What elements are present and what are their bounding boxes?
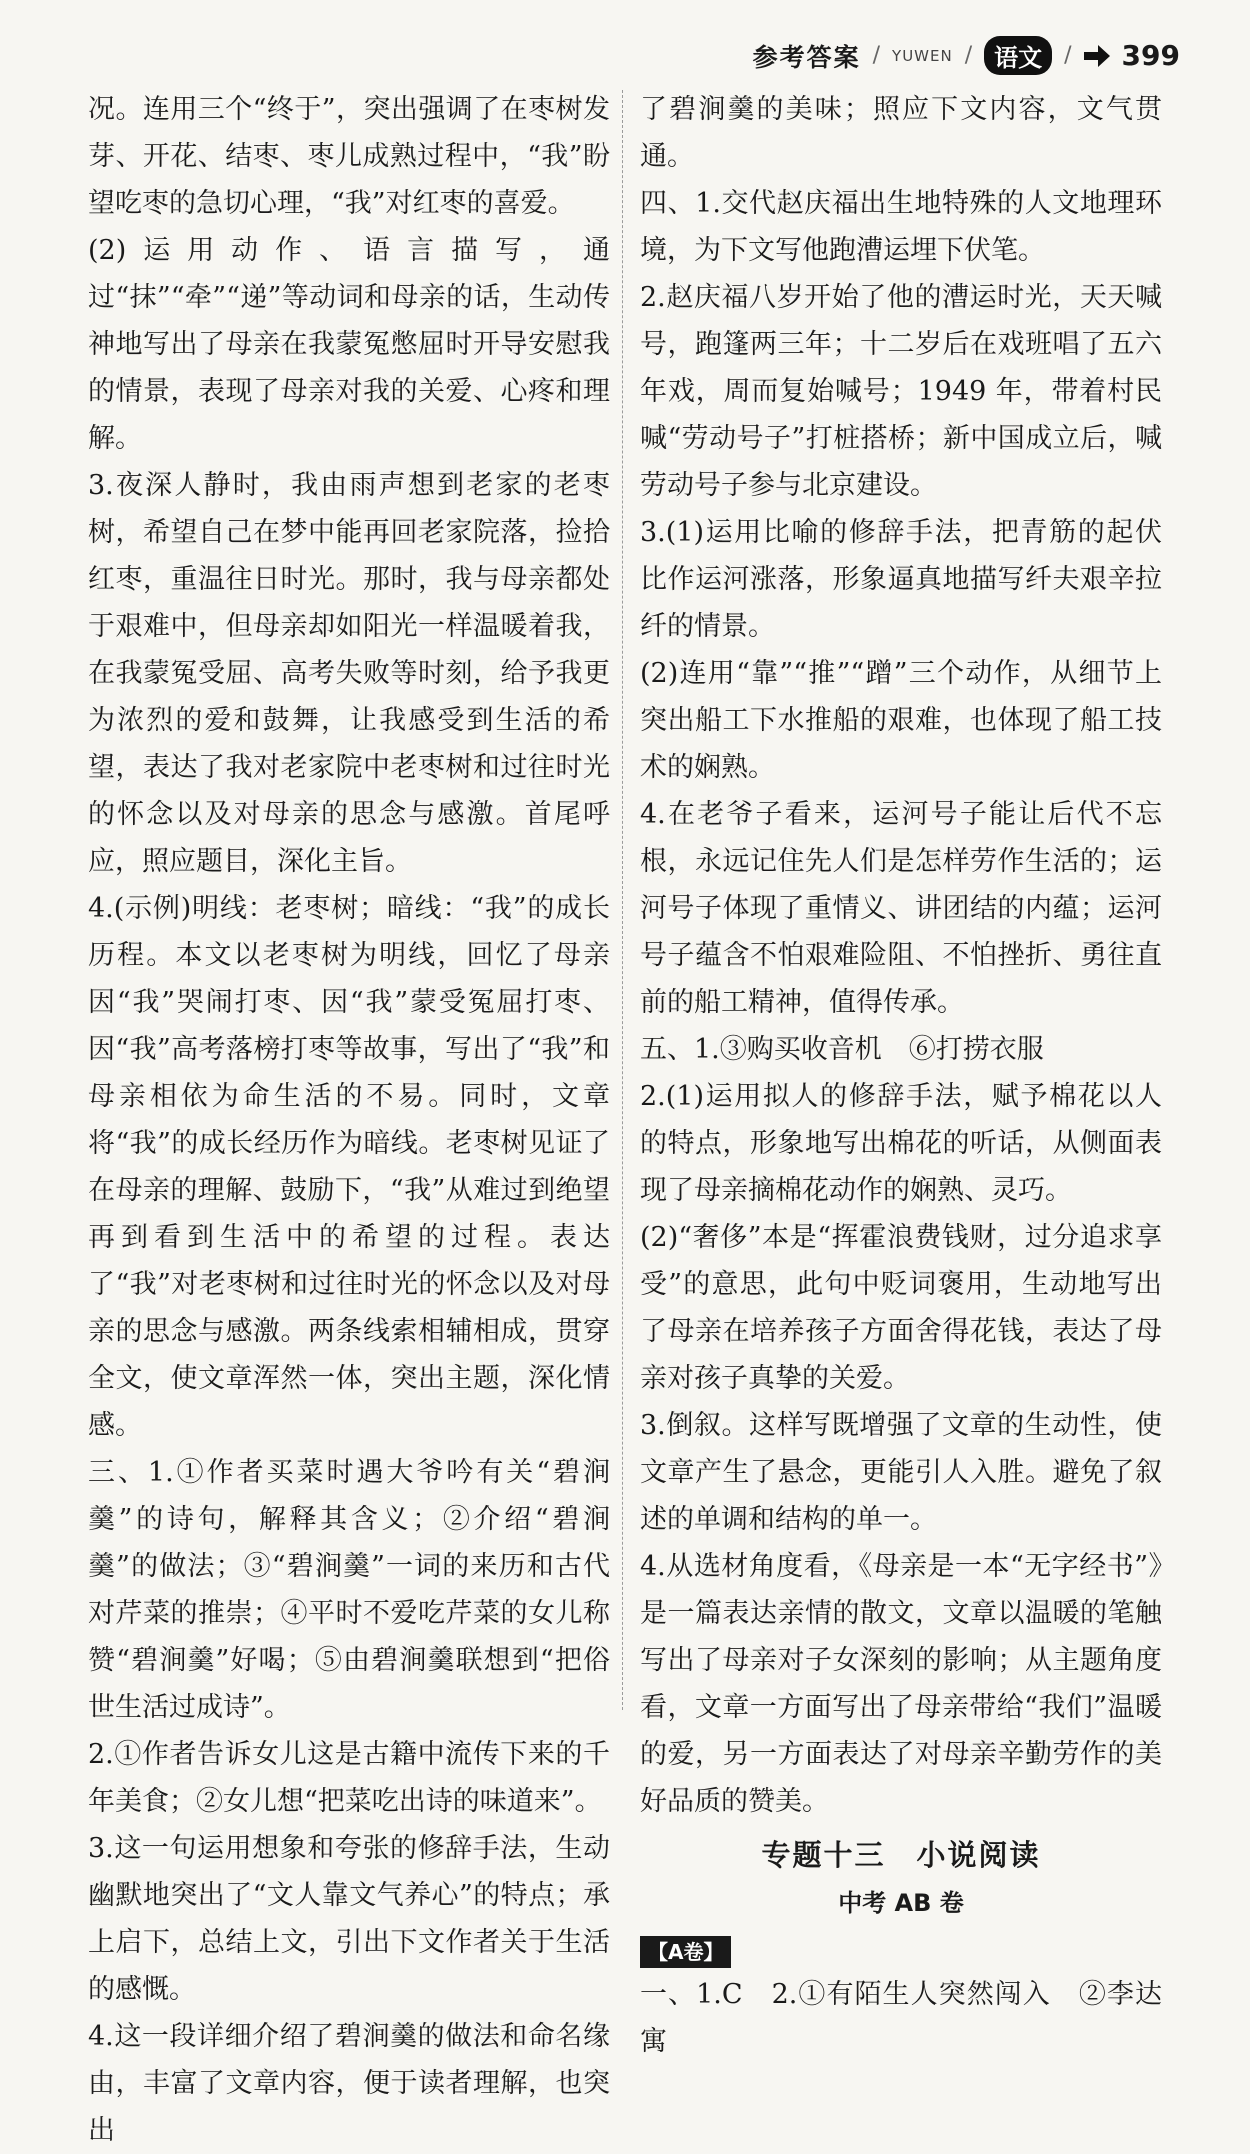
answer-paragraph: 4.(示例)明线：老枣树；暗线：“我”的成长历程。本文以老枣树为明线，回忆了母亲因“我”哭闹打枣、因“我”蒙受冤屈打枣、因“我”高考落榜打枣等故事，写出了“我”和母亲相依为命生活的不易。同时，文章将“我”的成长经历作为暗线。老枣树见证了在母亲的理解、鼓励下，“我”从难过到绝望再到看到生活中的希望的过程。表达了“我”对老枣树和过往时光的怀念以及对母亲的思念与感激。两条线索相辅相成，贯穿全文，使文章浑然一体，突出主题，深化情感。 <box>88 893 610 1441</box>
answer-paragraph: 2.①作者告诉女儿这是古籍中流传下来的千年美食；②女儿想“把菜吃出诗的味道来”。 <box>88 1739 610 1817</box>
answer-paragraph: 3.倒叙。这样写既增强了文章的生动性，使文章产生了悬念，更能引人入胜。避免了叙述的单调和结构的单一。 <box>640 1410 1162 1535</box>
page-header <box>753 36 1180 75</box>
answer-paragraph: 3.夜深人静时，我由雨声想到老家的老枣树，希望自己在梦中能再回老家院落，捡拾红枣，重温往日时光。那时，我与母亲都处于艰难中，但母亲却如阳光一样温暖着我，在我蒙冤受屈、高考失败等时刻，给予我更为浓烈的爱和鼓舞，让我感受到生活的希望，表达了我对老家院中老枣树和过往时光的怀念以及对母亲的思念与感激。首尾呼应，照应题目，深化主旨。 <box>88 470 610 877</box>
answer-paragraph: 4.从选材角度看，《母亲是一本“无字经书”》是一篇表达亲情的散文，文章以温暖的笔触写出了母亲对子女深刻的影响；从主题角度看，文章一方面写出了母亲带给“我们”温暖的爱，另一方面表达了对母亲辛勤劳作的美好品质的赞美。 <box>640 1551 1162 1817</box>
answer-paragraph: (2)连用“靠”“推”“蹭”三个动作，从细节上突出船工下水推船的艰难，也体现了船工技术的娴熟。 <box>640 658 1162 783</box>
arrow-right-icon <box>1084 45 1110 67</box>
answer-paragraph: 三、1.①作者买菜时遇大爷吟有关“碧涧羹”的诗句，解释其含义；②介绍“碧涧羹”的做法；③“碧涧羹”一词的来历和古代对芹菜的推崇；④平时不爱吃芹菜的女儿称赞“碧涧羹”好喝；⑤由碧涧羹联想到“把俗世生活过成诗”。 <box>88 1457 610 1723</box>
subject-pinyin: YUWEN <box>892 46 953 65</box>
answer-paragraph: 3.(1)运用比喻的修辞手法，把青筋的起伏比作运河涨落，形象逼真地描写纤夫艰辛拉纤的情景。 <box>640 517 1162 642</box>
answer-paragraph: 了碧涧羹的美味；照应下文内容，文气贯通。 <box>640 94 1162 172</box>
answer-paragraph: 五、1.③购买收音机 ⑥打捞衣服 <box>640 1034 1044 1065</box>
answer-paragraph: 3.这一句运用想象和夸张的修辞手法，生动幽默地突出了“文人靠文气养心”的特点；承上启下，总结上文，引出下文作者关于生活的感慨。 <box>88 1833 610 2005</box>
header-separator: / <box>872 43 881 68</box>
header-separator: / <box>964 43 973 68</box>
answer-paragraph: 2.(1)运用拟人的修辞手法，赋予棉花以人的特点，形象地写出棉花的听话，从侧面表现了母亲摘棉花动作的娴熟、灵巧。 <box>640 1081 1162 1206</box>
answer-paragraph: 2.赵庆福八岁开始了他的漕运时光，天天喊号，跑篷两三年；十二岁后在戏班唱了五六年戏，周而复始喊号；1949 年，带着村民喊“劳动号子”打桩搭桥；新中国成立后，喊劳动号子参与北京建设。 <box>640 282 1162 501</box>
header-separator: / <box>1064 43 1072 68</box>
section-title: 专题十三 小说阅读 <box>761 1838 1041 1872</box>
column-divider <box>622 90 623 1710</box>
a-volume-badge: 【A卷】 <box>640 1936 731 1968</box>
subject-badge: 语文 <box>984 36 1052 75</box>
answers-label: 参考答案 <box>752 42 861 72</box>
left-column <box>88 86 610 2154</box>
answer-paragraph: 4.在老爷子看来，运河号子能让后代不忘根，永远记住先人们是怎样劳作生活的；运河号子体现了重情义、讲团结的内蕴；运河号子蕴含不怕艰难险阻、不怕挫折、勇往直前的船工精神，值得传承。 <box>640 799 1162 1018</box>
a-volume-row <box>640 1931 1162 1971</box>
answer-paragraph: 况。连用三个“终于”，突出强调了在枣树发芽、开花、结枣、枣儿成熟过程中，“我”盼望吃枣的急切心理，“我”对红枣的喜爱。 <box>88 94 610 219</box>
answer-paragraph: (2)“奢侈”本是“挥霍浪费钱财，过分追求享受”的意思，此句中贬词褒用，生动地写出了母亲在培养孩子方面舍得花钱，表达了母亲对孩子真挚的关爱。 <box>640 1222 1162 1394</box>
answer-paragraph: 4.这一段详细介绍了碧涧羹的做法和命名缘由，丰富了文章内容，便于读者理解，也突出 <box>88 2021 610 2146</box>
answer-paragraph: (2)运用动作、语言描写，通过“抹”“牵”“递”等动词和母亲的话，生动传神地写出了母亲在我蒙冤憋屈时开导安慰我的情景，表现了母亲对我的关爱、心疼和理解。 <box>88 235 610 454</box>
page-number: 399 <box>1121 39 1180 72</box>
answer-paragraph: 四、1.交代赵庆福出生地特殊的人文地理环境，为下文写他跑漕运埋下伏笔。 <box>640 188 1162 266</box>
right-column <box>640 86 1162 2065</box>
exam-title: 中考 AB 卷 <box>838 1889 964 1917</box>
answer-paragraph: 一、1.C 2.①有陌生人突然闯入 ②李达寓 <box>640 1979 1162 2057</box>
